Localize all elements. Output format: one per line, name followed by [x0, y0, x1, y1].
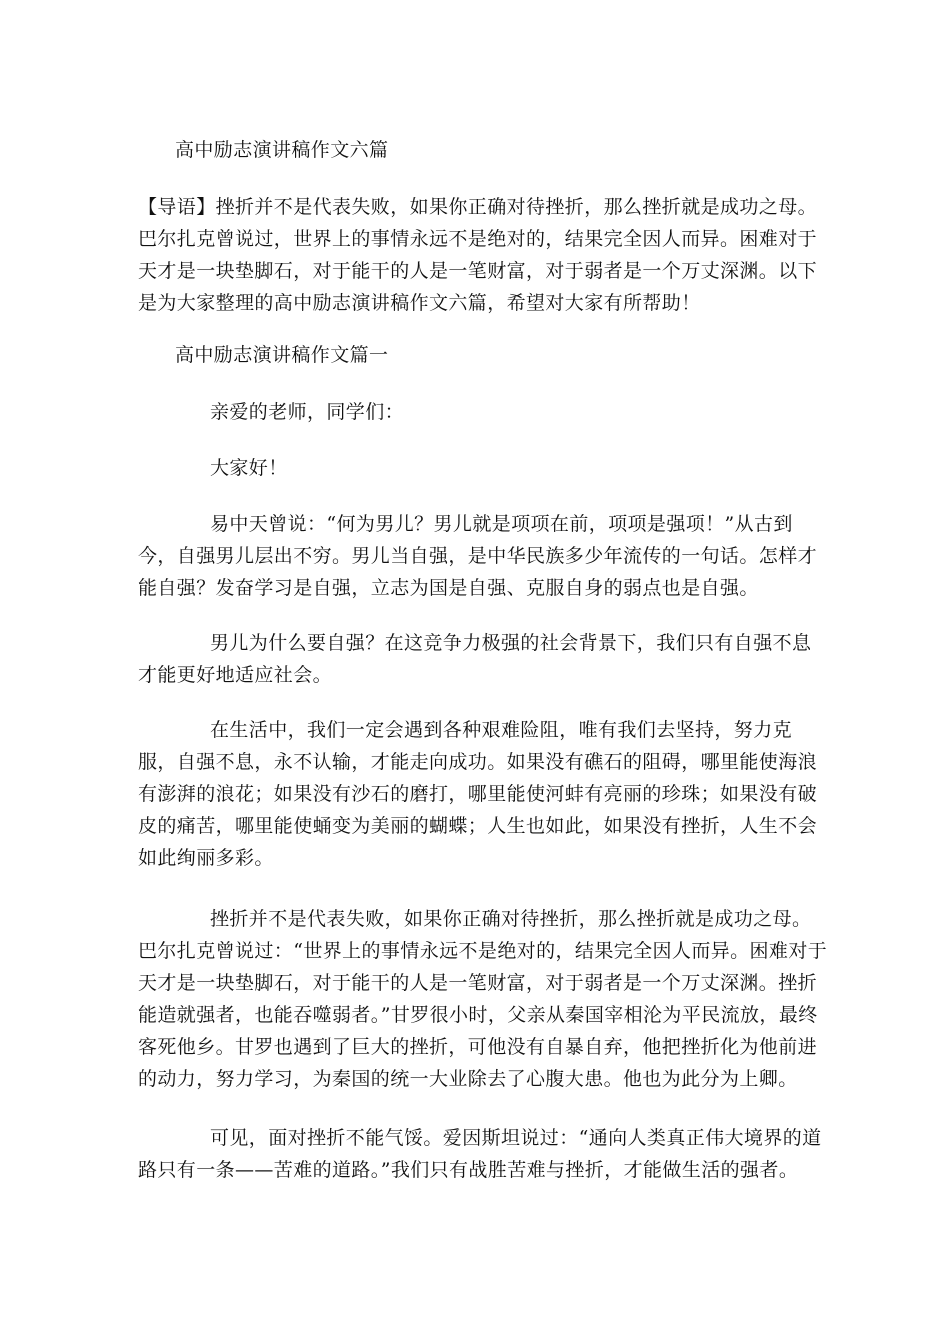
body-paragraph: 可见，面对挫折不能气馁。爱因斯坦说过：“通向人类真正伟大境界的道路只有一条——苦难的道路。”我们只有战胜苦难与挫折，才能做生活的强者。 [138, 1127, 822, 1181]
greeting-line: 大家好！ [210, 457, 288, 479]
section-title: 高中励志演讲稿作文篇一 [175, 344, 389, 366]
intro-paragraph: 【导语】挫折并不是代表失败，如果你正确对待挫折，那么挫折就是成功之母。巴尔扎克曾说过，世界上的事情永远不是绝对的，结果完全因人而异。困难对于天才是一块垫脚石，对于能干的人是一笔财富，对于弱者是一个万丈深渊。以下是为大家整理的高中励志演讲稿作文六篇，希望对大家有所帮助！ [138, 196, 818, 314]
document-title: 高中励志演讲稿作文六篇 [175, 139, 389, 161]
greeting-line: 亲爱的老师，同学们： [210, 401, 405, 423]
body-paragraph: 易中天曾说：“何为男儿？男儿就是项项在前，项项是强项！”从古到今，自强男儿层出不穷。男儿当自强，是中华民族多少年流传的一句话。怎样才能自强？发奋学习是自强，立志为国是自强、克服自身的弱点也是自强。 [138, 513, 818, 599]
body-paragraph: 男儿为什么要自强？在这竞争力极强的社会背景下，我们只有自强不息才能更好地适应社会。 [138, 632, 812, 686]
body-paragraph: 挫折并不是代表失败，如果你正确对待挫折，那么挫折就是成功之母。巴尔扎克曾说过：“世界上的事情永远不是绝对的，结果完全因人而异。困难对于天才是一块垫脚石，对于能干的人是一笔财富，对于弱者是一个万丈深渊。挫折能造就强者，也能吞噬弱者。”甘罗很小时，父亲从秦国宰相沦为平民流放，最终客死他乡。甘罗也遇到了巨大的挫折，可他没有自暴自弃，他把挫折化为他前进的动力，努力学习，为秦国的统一大业除去了心腹大患。他也为此分为上卿。 [138, 908, 828, 1090]
body-paragraph: 在生活中，我们一定会遇到各种艰难险阻，唯有我们去坚持，努力克服，自强不息，永不认输，才能走向成功。如果没有礁石的阻碍，哪里能使海浪有澎湃的浪花；如果没有沙石的磨打，哪里能使河蚌有亮丽的珍珠；如果没有破皮的痛苦，哪里能使蛹变为美丽的蝴蝶；人生也如此，如果没有挫折，人生不会如此绚丽多彩。 [138, 719, 818, 869]
